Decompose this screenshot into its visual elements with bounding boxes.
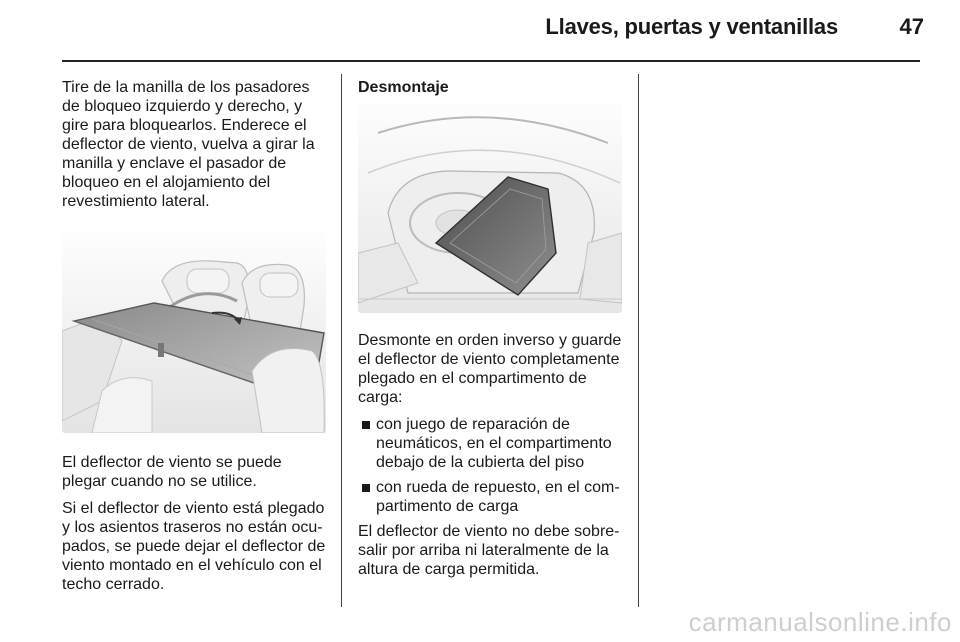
watermark: carmanualsonline.info <box>688 607 952 637</box>
paragraph-locking: Tire de la manilla de los pasadores de bloqueo izquierdo y derecho, y gire para bloquearlos. Enderece el deflector de viento, vuelva a girar la manilla y enclave el pasador de bloqueo en el alojamiento del revestimiento lateral. <box>62 79 315 210</box>
wind-deflector-installed-illustration <box>62 221 326 433</box>
list-item-text: con rueda de repuesto, en el compartimento de carga <box>376 479 620 515</box>
deflector-stowed-in-cargo-illustration <box>358 103 622 313</box>
paragraph-stow-instructions: Desmonte en orden inverso y guarde el deflector de viento completamente plegado en el compartimento de carga: <box>358 332 622 406</box>
text-column-left <box>62 78 328 602</box>
paragraph-load-height-warning: El deflector de viento no debe sobresalir por arriba ni lateralmente de la altura de carga permitida. <box>358 523 620 578</box>
page-header <box>0 0 960 62</box>
text-column-middle <box>358 78 624 587</box>
list-item <box>358 478 624 516</box>
stow-options-list <box>358 415 624 516</box>
paragraph-folding: El deflector de viento se puede plegar cuando no se utilice. <box>62 454 282 490</box>
square-bullet-icon <box>362 484 370 492</box>
column-divider-left <box>341 74 342 607</box>
subheading-removal: Desmontaje <box>358 79 449 96</box>
section-title: Llaves, puertas y ventanillas <box>545 14 838 39</box>
list-item <box>358 415 624 472</box>
header-divider <box>62 60 920 62</box>
square-bullet-icon <box>362 421 370 429</box>
column-divider-right <box>638 74 639 607</box>
list-item-text: con juego de reparación de neumáticos, en el compartimento debajo de la cubierta del piso <box>376 416 612 471</box>
paragraph-roof-closed: Si el deflector de viento está plegado y los asientos traseros no están ocupados, se puede dejar el deflector de viento montado en el vehículo con el techo cerrado. <box>62 500 326 593</box>
page-number: 47 <box>899 14 924 39</box>
